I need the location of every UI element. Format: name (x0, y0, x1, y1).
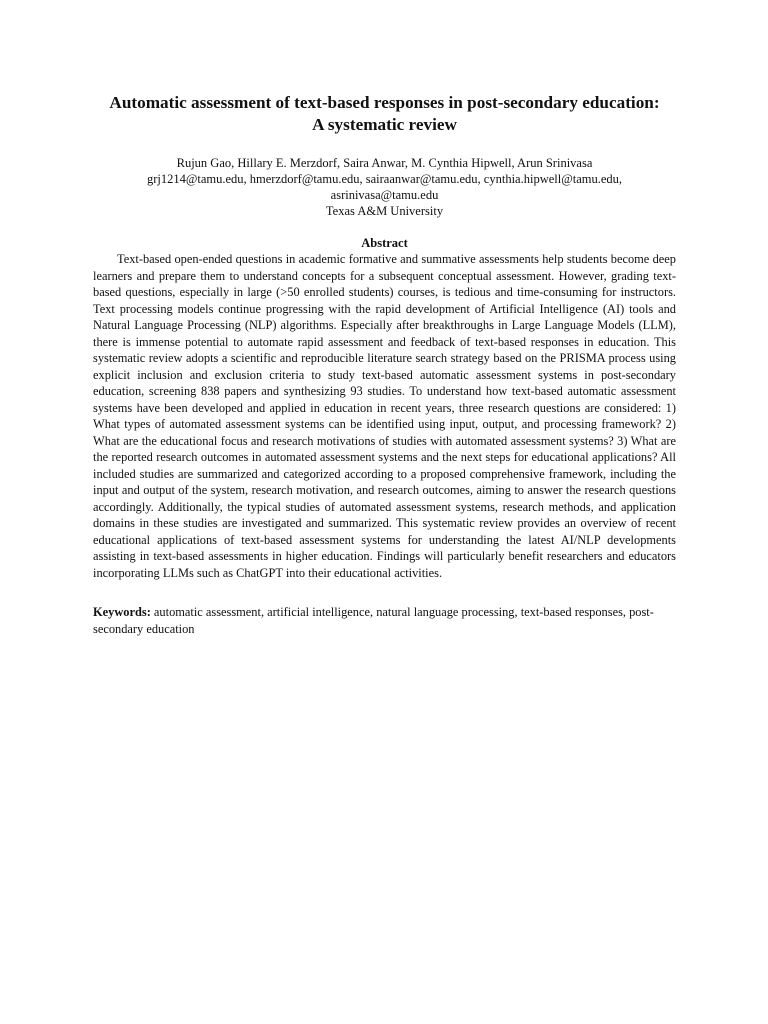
paper-title-line-1: Automatic assessment of text-based responses in post-secondary education: (109, 93, 660, 112)
paper-title-line-2: A systematic review (312, 115, 457, 134)
paper-page (93, 92, 676, 637)
author-emails-line-2: asrinivasa@tamu.edu (330, 188, 439, 202)
abstract-heading: Abstract (361, 236, 408, 250)
paper-title (93, 92, 676, 136)
author-names: Rujun Gao, Hillary E. Merzdorf, Saira Anwar, M. Cynthia Hipwell, Arun Srinivasa (176, 156, 593, 170)
keywords-label: Keywords: (93, 605, 151, 619)
keywords-text: automatic assessment, artificial intelligence, natural language processing, text-based responses, post-secondary education (93, 605, 654, 636)
author-emails-line-1: grj1214@tamu.edu, hmerzdorf@tamu.edu, sairaanwar@tamu.edu, cynthia.hipwell@tamu.edu, (146, 172, 623, 186)
author-affiliation: Texas A&M University (325, 204, 444, 218)
author-block (93, 155, 676, 219)
keywords-block (93, 604, 676, 637)
abstract-body: Text-based open-ended questions in academic formative and summative assessments help students become deep learners and prepare them to understand concepts for a subsequent conceptual assessment. However, grading text-based questions, especially in large (>50 enrolled students) courses, is tedious and time-consuming for instructors. Text processing models continue progressing with the rapid development of Artificial Intelligence (AI) tools and Natural Language Processing (NLP) algorithms. Especially after breakthroughs in Large Language Models (LLM), there is immense potential to automate rapid assessment and feedback of text-based responses in education. This systematic review adopts a scientific and reproducible literature search strategy based on the PRISMA process using explicit inclusion and exclusion criteria to study text-based automatic assessment systems in post-secondary education, screening 838 papers and synthesizing 93 studies. To understand how text-based automatic assessment systems have been developed and applied in education in recent years, three research questions are considered: 1) What types of automated assessment systems can be identified using input, output, and processing framework? 2) What are the educational focus and research motivations of studies with automated assessment systems? 3) What are the reported research outcomes in automated assessment systems and the next steps for educational applications? All included studies are summarized and categorized according to a proposed comprehensive framework, including the input and output of the system, research motivation, and research outcomes, aiming to answer the research questions accordingly. Additionally, the typical studies of automated assessment systems, research methods, and application domains in these studies are investigated and summarized. This systematic review provides an overview of recent educational applications of text-based assessment systems for understanding the latest AI/NLP developments assisting in text-based assessments in higher education. Findings will particularly benefit researchers and educators incorporating LLMs such as ChatGPT into their educational activities. (93, 252, 676, 580)
